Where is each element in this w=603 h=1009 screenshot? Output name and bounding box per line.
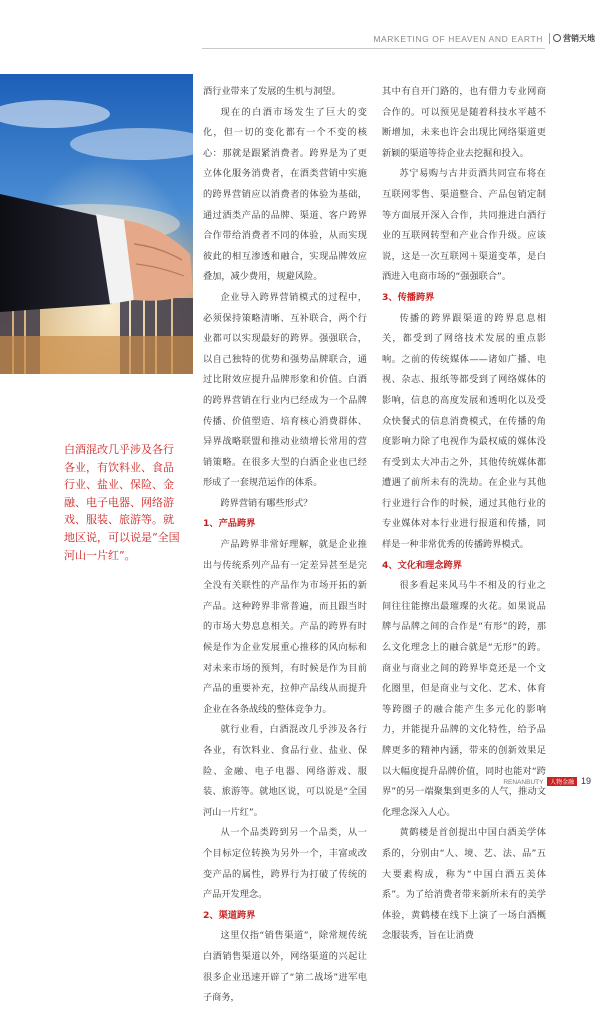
article-column-1	[203, 82, 367, 1009]
section-title: MARKETING OF HEAVEN AND EARTH	[373, 34, 543, 44]
paragraph: 这里仅指“销售渠道”，除常规传统白酒销售渠道以外，网络渠道的兴起让很多企业迅速开辟了“第二战场”进军电子商务，	[203, 930, 367, 1004]
section-heading: 2、渠道跨界	[203, 909, 256, 921]
header-divider	[549, 33, 550, 44]
paragraph: 现在的白酒市场发生了巨大的变化，但一切的变化都有一个不变的核心：那就是跟紧消费者。跨界是为了更立体化服务消费者，在酒类营销中实施的跨界营销应以消费者的体验为基础，通过酒类产品的品牌、渠道、客户跨界合作带给消费者不同的体验，从而实现彼此的相互渗透和融合，实现品牌效应叠加，减少费用，规避风险。	[203, 106, 367, 283]
paragraph: 酒行业带来了发展的生机与洞望。	[203, 86, 341, 97]
circle-logo-icon	[553, 34, 561, 42]
page-footer	[503, 776, 591, 786]
section-brand	[553, 33, 595, 44]
paragraph: 跨界营销有哪些形式？	[220, 497, 313, 509]
handshake-photo	[0, 74, 193, 374]
paragraph: 传播的跨界跟渠道的跨界息息相关，都受到了网络技术发展的重点影响。之前的传统媒体——诸如广播、电视、杂志、报纸等都受到了网络媒体的影响，信息的高度发展和透明化以及受众快餐式的信息消费模式，在传播的角度影响力除了电视作为最权威的媒体没有受到太大冲击之外，其他传统媒体都遭遇了前所未有的洗劫。在企业与其他行业进行合作的时候，通过其他行业的专业媒体对本行业进行报道和传播，同样是一种非常优秀的传播跨界模式。	[382, 312, 546, 551]
magazine-badge: 人物金融	[547, 777, 577, 786]
section-heading: 4、文化和理念跨界	[382, 559, 462, 571]
pull-quote	[64, 441, 180, 564]
section-heading: 3、传播跨界	[382, 291, 435, 303]
paragraph: 从一个品类跨到另一个品类，从一个目标定位转换为另外一个，丰富或改变产品的属性，跨界行为打破了传统的产品开发理念。	[203, 827, 367, 901]
page-header	[0, 0, 603, 50]
paragraph: 就行业看，白酒混改几乎涉及各行各业，有饮料业、食品行业、盐业、保险、金融、电子电器、网络游戏、服装、旅游等。就地区说，可以说是“全国河山一片红”。	[203, 724, 367, 818]
paragraph: 产品跨界非常好理解，就是企业推出与传统系列产品有一定差异甚至是完全没有关联性的产品作为市场开拓的新产品。这种跨界非常普遍，而且跟当时的市场大势息息相关。产品的跨界有时候是作为企业发展重心推移的风向标和对未来市场的预判，有时候是作为目前产品的重要补充，拉伸产品线从而提升企业在各条战线的整体竞争力。	[203, 539, 367, 715]
paragraph: 其中有自开门路的，也有借力专业网商合作的。可以预见是随着科技水平越不断增加，未来也许会出现比网络渠道更新颖的渠道等待企业去挖掘和投入。	[382, 86, 546, 159]
pull-quote-text: 白酒混改几乎涉及各行各业，有饮料业、食品行业、盐业、保险、金融、电子电器、网络游戏、服装、旅游等。就地区说，可以说是“全国河山一片红”。	[64, 443, 180, 562]
paragraph: 苏宁易购与古井贡酒共同宣布将在互联网零售、渠道整合、产品包销定制等方面展开深入合作，共同推进白酒行业的互联网转型和产业合作升级。应该说，这是一次互联网＋渠道变革，是白酒进入电商市场的“强强联合”。	[382, 168, 546, 283]
paragraph: 企业导入跨界营销模式的过程中，必须保持策略清晰、互补联合，两个行业都可以实现最好的跨界。强强联合，以自己独特的优势和强势品牌联合，通过比附效应提升品牌形象和价值。白酒的跨界营销在行业内已经成为一个品牌传播、价值塑造、培育核心消费群体、异界战略联盟和推动业绩增长常用的营销策略。在很多大型的白酒企业也已经形成了一套规范运作的体系。	[203, 291, 367, 489]
page-number: 19	[580, 776, 591, 786]
header-rule	[202, 48, 545, 49]
magazine-name: RENANBUTY	[503, 779, 544, 786]
article-column-2	[382, 82, 546, 947]
section-brand-label: 营销天地	[563, 34, 595, 43]
paragraph: 黄鹤楼是首创提出中国白酒美学体系的，分别由“人、境、艺、法、品”五大要素构成，称为“中国白酒五美体系”。为了给消费者带来新所未有的美学体验，黄鹤楼在线下上演了一场白酒概念服装秀，旨在让消费	[382, 827, 546, 942]
section-heading: 1、产品跨界	[203, 518, 256, 530]
paragraph: 很多看起来风马牛不相及的行业之间往往能擦出最璀璨的火花。如果说品牌与品牌之间的合作是“有形”的跨，那么文化理念上的融合就是“无形”的跨。商业与商业之间的跨界毕竟还是一个文化圈里，但是商业与文化、艺术、体育等跨圈子的融合能产生多元化的影响力，并能提升品牌的文化特性，给予品牌更多的精神内涵，带来的创新效果足以大幅度提升品牌价值，同时也能对“跨界”的另一端聚集到更多的人气，推动文化理念深入人心。	[382, 580, 546, 818]
